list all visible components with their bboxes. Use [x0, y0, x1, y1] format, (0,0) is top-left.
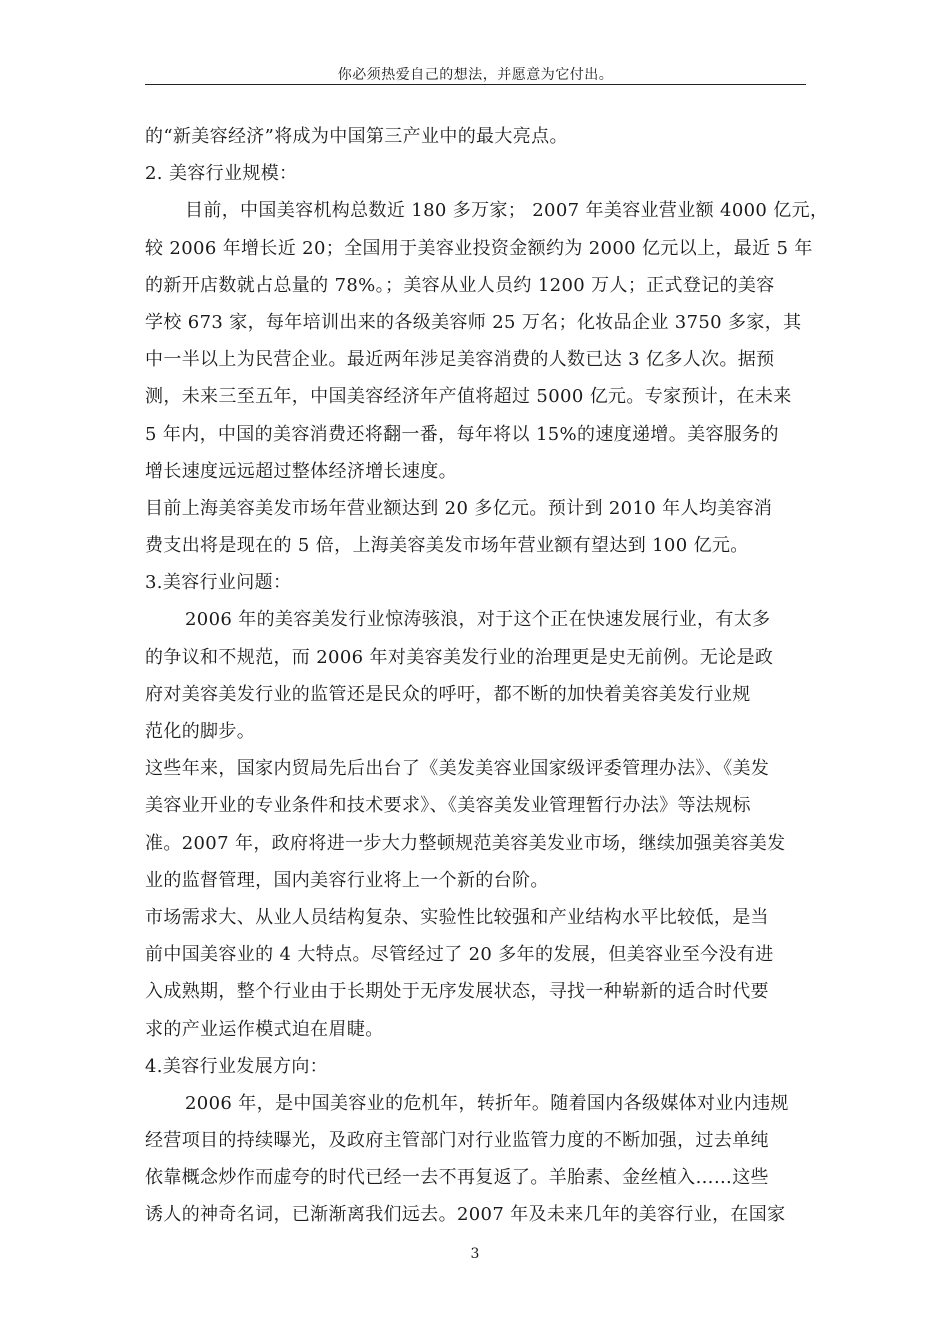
text-line: 测，未来三至五年，中国美容经济年产值将超过 5000 亿元。专家预计，在未来 [145, 386, 792, 408]
document-body [145, 118, 829, 1234]
text-line: 5 年内，中国的美容消费还将翻一番，每年将以 15%的速度递增。美容服务的 [145, 423, 779, 445]
text-line: 诱人的神奇名词，已渐渐离我们远去。2007 年及未来几年的美容行业，在国家 [145, 1204, 786, 1226]
section-heading-direction: 4.美容行业发展方向： [145, 1055, 329, 1077]
text-line: 依靠概念炒作而虚夸的时代已经一去不再复返了。羊胎素、金丝植入……这些 [145, 1167, 769, 1189]
text-line: 2006 年的美容美发行业惊涛骇浪，对于这个正在快速发展行业，有太多 [185, 609, 771, 631]
text-line: 市场需求大、从业人员结构复杂、实验性比较强和产业结构水平比较低，是当 [145, 906, 769, 928]
text-line: 中一半以上为民营企业。最近两年涉足美容消费的人数已达 3 亿多人次。据预 [145, 349, 775, 371]
text-line: 的新开店数就占总量的 78%。；美容从业人员约 1200 万人；正式登记的美容 [145, 274, 775, 296]
text-line: 前中国美容业的 4 大特点。尽管经过了 20 多年的发展，但美容业至今没有进 [145, 944, 774, 966]
text-line: 的“新美容经济”将成为中国第三产业中的最大亮点。 [145, 126, 568, 147]
section-heading-problems: 3.美容行业问题： [145, 572, 292, 594]
text-line: 学校 673 家，每年培训出来的各级美容师 25 万名；化妆品企业 3750 多家，其 [145, 311, 802, 333]
page-number: 3 [470, 1246, 480, 1262]
page-header-motto: 你必须热爱自己的想法，并愿意为它付出。 [337, 67, 614, 83]
text-line: 目前上海美容美发市场年营业额达到 20 多亿元。预计到 2010 年人均美容消 [145, 497, 773, 519]
text-line: 增长速度远远超过整体经济增长速度。 [145, 460, 457, 482]
section-heading-scale: 2. 美容行业规模： [145, 163, 298, 185]
text-line: 府对美容美发行业的监管还是民众的呼吁，都不断的加快着美容美发行业规 [145, 683, 751, 705]
text-line: 准。2007 年，政府将进一步大力整顿规范美容美发业市场，继续加强美容美发 [145, 832, 786, 854]
text-line: 的争议和不规范，而 2006 年对美容美发行业的治理更是史无前例。无论是政 [145, 646, 774, 668]
text-line: 业的监督管理，国内美容行业将上一个新的台阶。 [145, 869, 549, 891]
text-line: 美容业开业的专业条件和技术要求》、《美容美发业管理暂行办法》等法规标 [145, 795, 751, 817]
text-line: 这些年来，国家内贸局先后出台了《美发美容业国家级评委管理办法》、《美发 [145, 758, 770, 780]
text-line: 较 2006 年增长近 20；全国用于美容业投资金额约为 2000 亿元以上，最近 5 年 [145, 237, 813, 259]
text-line: 2006 年，是中国美容业的危机年，转折年。随着国内各级媒体对业内违规 [185, 1092, 789, 1114]
text-line: 费支出将是现在的 5 倍，上海美容美发市场年营业额有望达到 100 亿元。 [145, 535, 749, 557]
text-line: 经营项目的持续曝光，及政府主管部门对行业监管力度的不断加强，过去单纯 [145, 1130, 769, 1152]
header-divider [145, 84, 806, 85]
text-line: 求的产业运作模式迫在眉睫。 [145, 1018, 384, 1040]
text-line: 目前，中国美容机构总数近 180 多万家； 2007 年美容业营业额 4000 亿元， [185, 200, 829, 222]
text-line: 入成熟期，整个行业由于长期处于无序发展状态，寻找一种崭新的适合时代要 [145, 981, 769, 1003]
text-line: 范化的脚步。 [145, 721, 256, 742]
